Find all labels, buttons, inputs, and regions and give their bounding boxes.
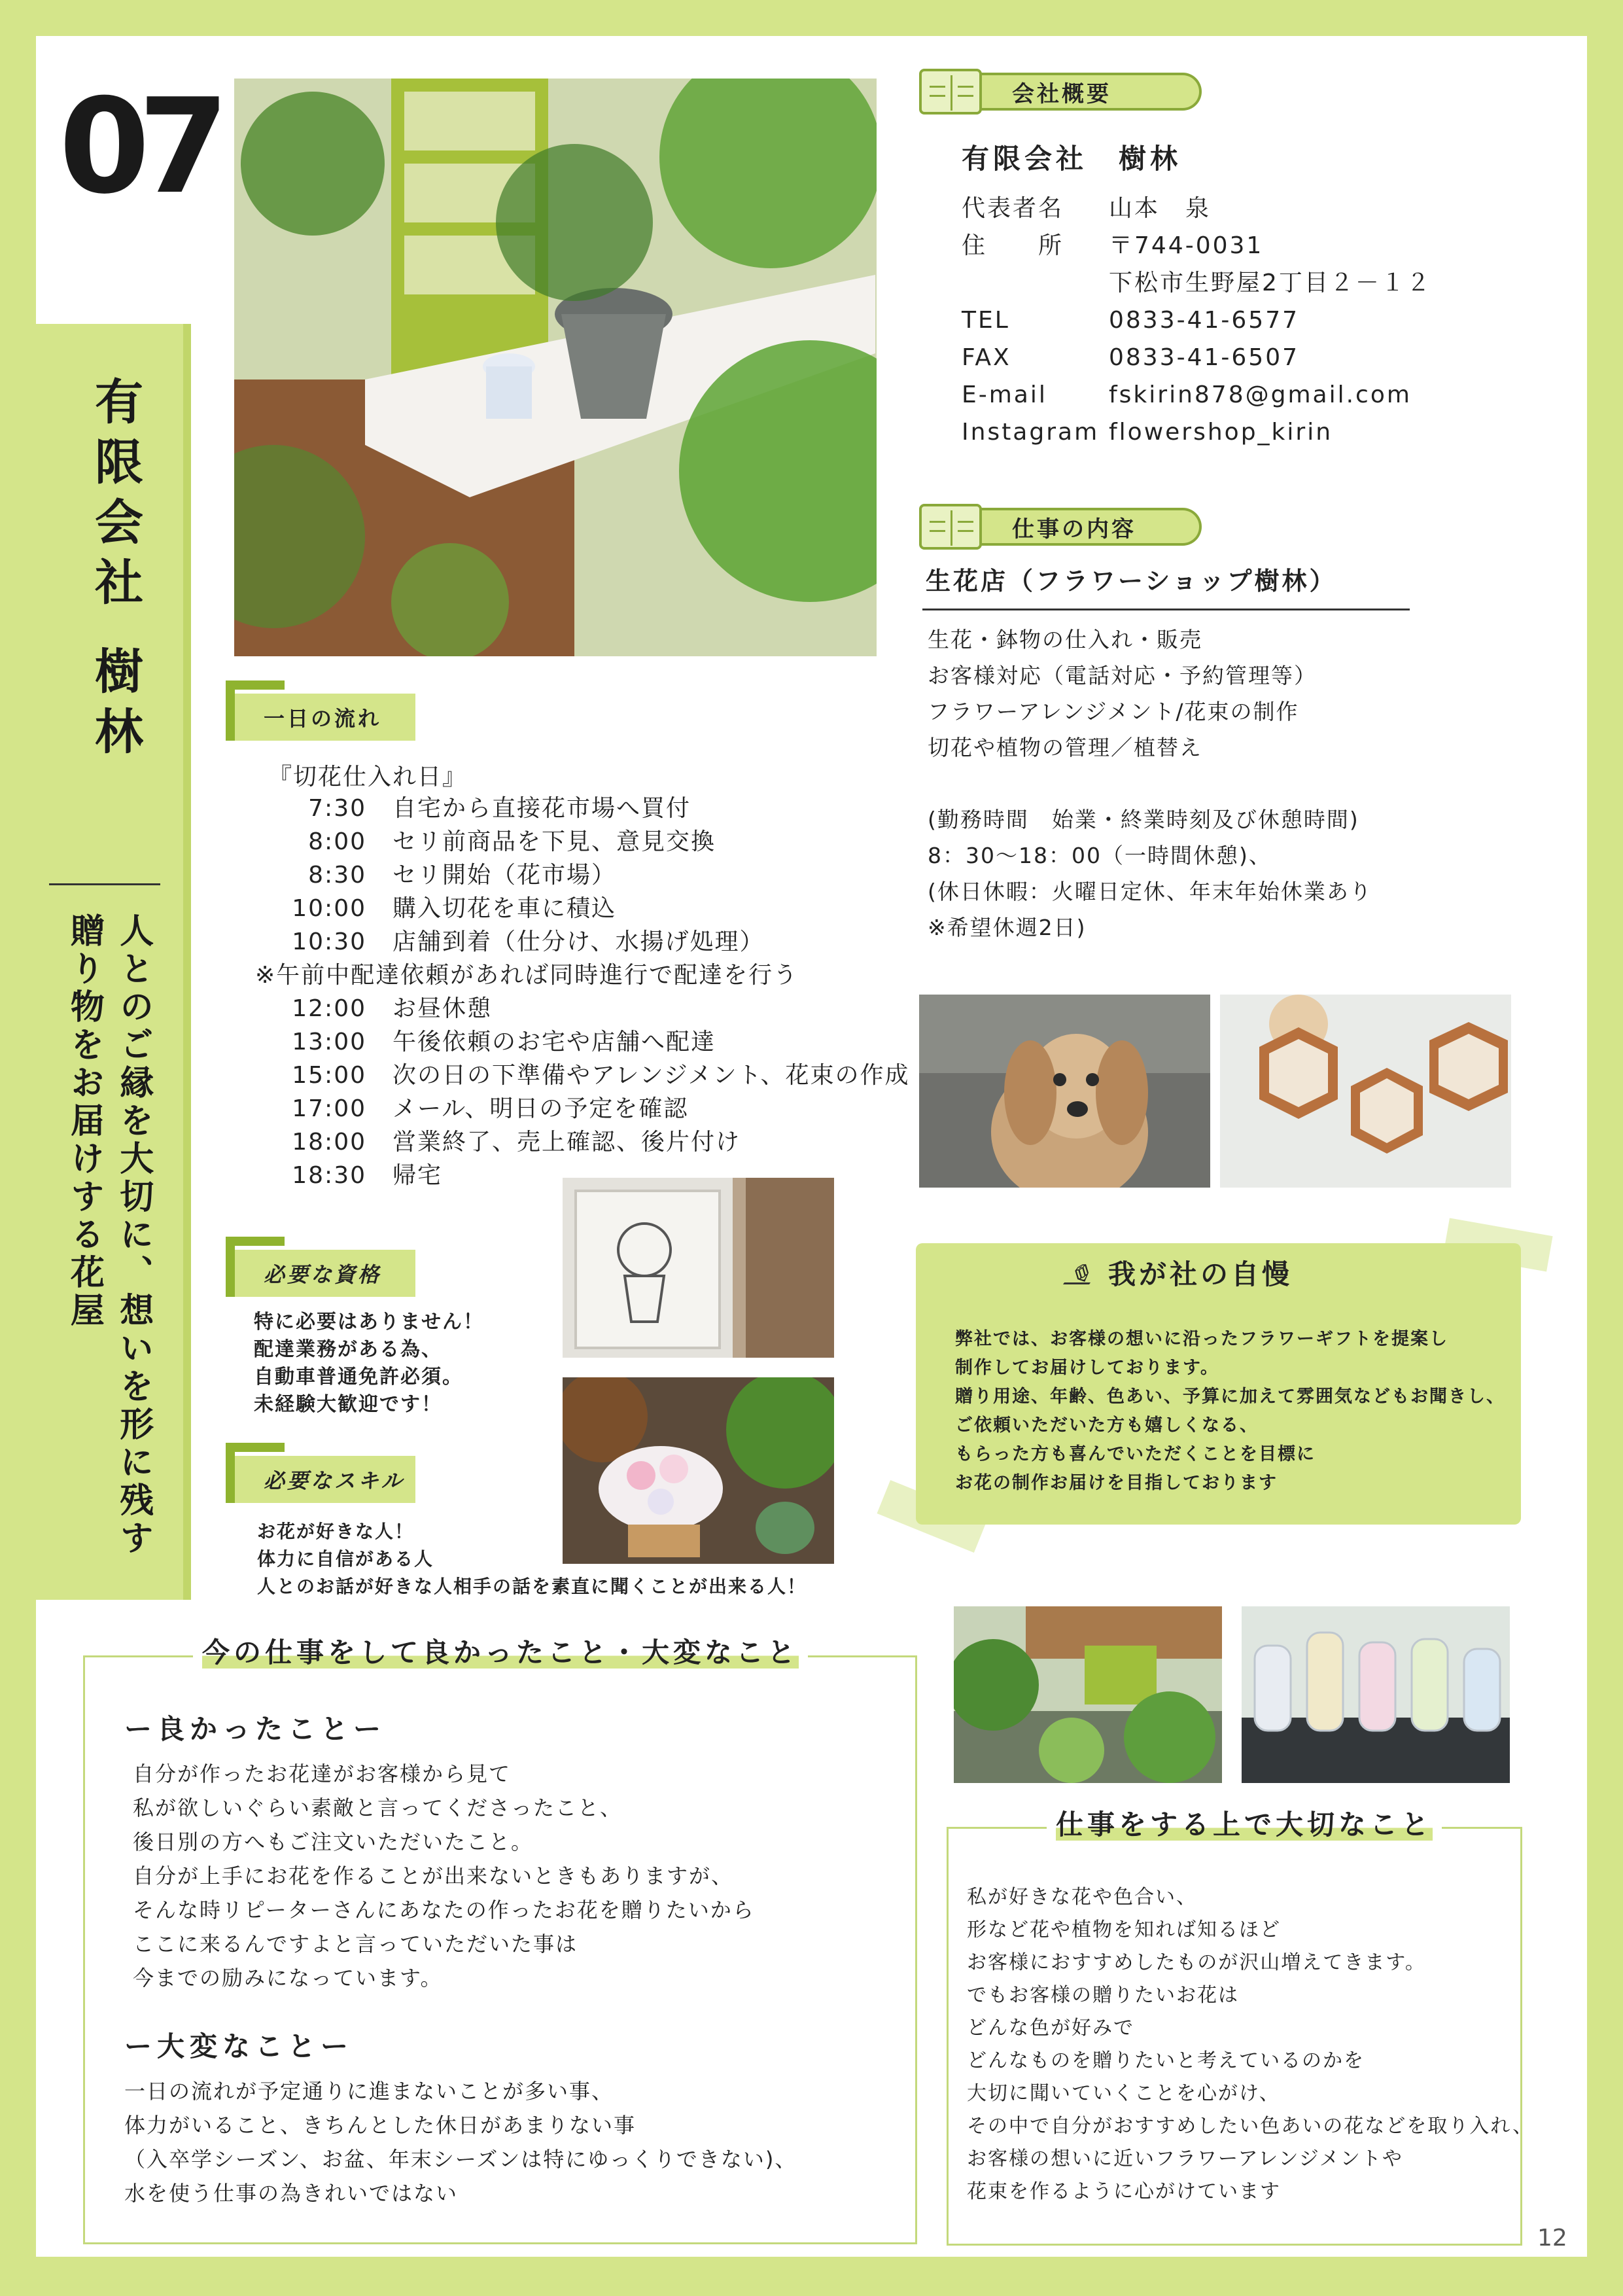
work-section-header	[919, 504, 1202, 550]
company-name: 有限会社 樹林	[962, 143, 1182, 175]
hard-title: ー大変なことー	[124, 2030, 354, 2062]
company-row: Instagram flowershop_kirin	[962, 419, 1333, 446]
schedule-row: 10:30 店舗到着（仕分け、水揚げ処理）	[292, 928, 765, 955]
company-tagline: 人とのご縁を大切に、想いを形に残す贈り物をお届けする花屋	[64, 913, 153, 1558]
good-hard-header: 今の仕事をして良かったこと・大変なこと	[193, 1631, 808, 1670]
skill-lines: お花が好きな人！ 体力に自信がある人 人とのお話が好きな人相手の話を素直に聞くことが出来る人！	[257, 1521, 807, 1597]
book-icon	[919, 69, 982, 115]
daily-title: 『切花仕入れ日』	[268, 764, 468, 790]
company-vertical-title: 有限会社 樹林	[87, 376, 143, 766]
schedule-row: 18:30 帰宅	[292, 1162, 443, 1189]
good-lines: 自分が作ったお花達がお客様から見て 私が欲しいぐらい素敵と言ってくださったこと、 後日別の方へもご注文いただいたこと。 自分が上手にお花を作ることが出来ないときもありますが、 そんな時リピーターさんにあなたの作ったお花を贈りたいから ここに来るんですよと言っていただいた事は 今までの励みになっています。	[133, 1761, 755, 1990]
qualification-section-header: 必要な資格	[226, 1250, 415, 1297]
good-title: ー良かったことー	[124, 1713, 387, 1745]
dog-photo	[919, 995, 1210, 1188]
schedule-row: 8:00 セリ前商品を下見、意見交換	[308, 828, 716, 855]
schedule-row: 15:00 次の日の下準備やアレンジメント、花束の作成	[292, 1062, 910, 1089]
schedule-row: 10:00 購入切花を車に積込	[292, 895, 617, 922]
preserved-flowers-photo	[1242, 1606, 1510, 1783]
shop-interior-photo	[954, 1606, 1222, 1783]
hard-lines: 一日の流れが予定通りに進まないことが多い事、 体力がいること、きちんとした休日があまりない事 （入卒学シーズン、お盆、年末シーズンは特にゆっくりできない)、 水を使う仕事の為きれいではない	[124, 2079, 797, 2206]
pride-header: ✎我が社の自慢	[1073, 1256, 1293, 1293]
schedule-row: ※午前中配達依頼があれば同時進行で配達を行う	[255, 962, 799, 989]
daily-schedule	[255, 792, 909, 1192]
pencil-icon: ✎	[1063, 1256, 1109, 1284]
company-row: 住 所 〒744-0031	[962, 232, 1264, 259]
important-lines: 私が好きな花や色合い、 形など花や植物を知れば知るほど お客様におすすめしたものが沢山増えてきます。 でもお客様の贈りたいお花は どんな色が好みで どんなものを贈りたいと考えているのかを 大切に聞いていくことを心がけ、 その中で自分がおすすめしたい色あいの花などを取り入れ、 お客様の想いに近いフラワーアレンジメントや 花束を作るように心がけています	[967, 1886, 1534, 2203]
schedule-row: 7:30 自宅から直接花市場へ買付	[308, 795, 691, 822]
company-section-header	[919, 69, 1202, 115]
framed-art-photo	[563, 1178, 834, 1358]
company-row: 代表者名 山本 泉	[962, 195, 1212, 222]
article-number: 07	[59, 71, 218, 223]
daily-section-header: 一日の流れ	[226, 694, 415, 741]
qualification-lines: 特に必要はありません！ 配達業務がある為、 自動車普通免許必須。 未経験大歓迎です！	[254, 1311, 484, 1416]
side-divider	[49, 883, 160, 885]
schedule-row: 18:00 営業終了、売上確認、後片付け	[292, 1129, 741, 1156]
company-row: TEL 0833-41-6577	[962, 307, 1300, 334]
work-header-label: 仕事の内容	[979, 508, 1202, 546]
schedule-row: 13:00 午後依頼のお宅や店舗へ配達	[292, 1029, 716, 1055]
side-band-edge	[183, 324, 191, 1600]
important-header: 仕事をする上で大切なこと	[1047, 1803, 1442, 1843]
schedule-row: 8:30 セリ開始（花市場）	[308, 862, 617, 889]
pride-lines: 弊社では、お客様の想いに沿ったフラワーギフトを提案し 制作してお届けしております。 贈り用途、年齢、色あい、予算に加えて雰囲気などもお聞きし、 ご依頼いただいた方も嬉しくなる、 もらった方も喜んでいただくことを目標に お花の制作お届けを目指しております	[955, 1329, 1505, 1493]
page-number: 12	[1537, 2225, 1567, 2252]
main-plant-photo	[234, 79, 877, 656]
company-info-grid	[962, 190, 1432, 451]
company-row: FAX 0833-41-6507	[962, 344, 1300, 371]
company-row: 下松市生野屋2丁目２－１２	[1109, 270, 1432, 296]
schedule-row: 17:00 メール、明日の予定を確認	[292, 1095, 689, 1122]
hexagon-shelf-photo	[1220, 995, 1511, 1188]
work-lines: 生花・鉢物の仕入れ・販売 お客様対応（電話対応・予約管理等） フラワーアレンジメント/花束の制作 切花や植物の管理／植替え (勤務時間 始業・終業時刻及び休憩時間) 8：30～18：00（一時間休憩)、 (休日休暇：火曜日定休、年末年始休業あり ※希望休週2日)	[928, 627, 1372, 940]
book-icon	[919, 504, 982, 550]
company-header-label: 会社概要	[979, 73, 1202, 111]
company-row: E-mail fskirin878@gmail.com	[962, 381, 1412, 408]
work-subtitle: 生花店（フラワーショップ樹林）	[926, 567, 1337, 595]
work-underline	[922, 609, 1410, 610]
skill-section-header: 必要なスキル	[226, 1456, 415, 1503]
schedule-row: 12:00 お昼休憩	[292, 995, 493, 1022]
